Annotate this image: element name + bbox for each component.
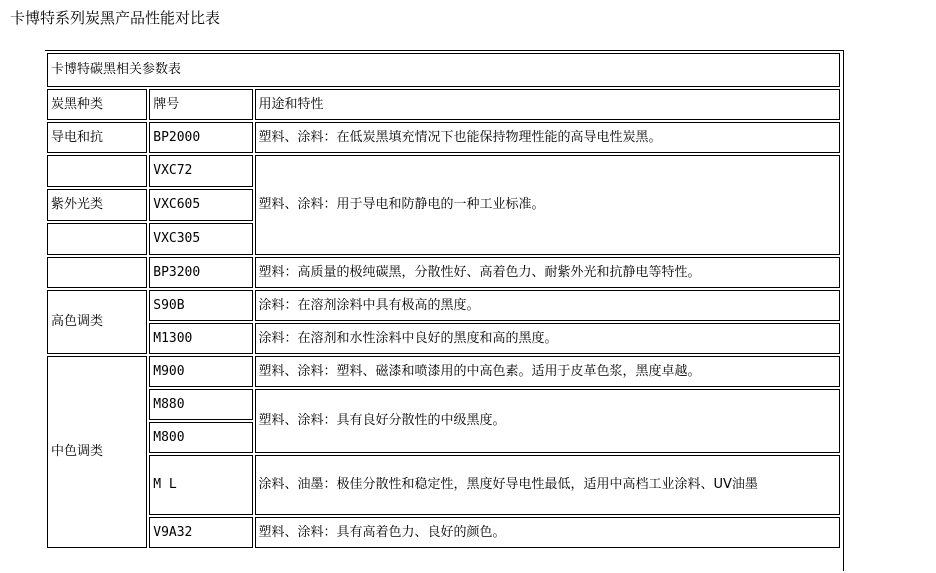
category-cell — [47, 257, 147, 288]
usage-cell: 涂料：在溶剂和水性涂料中良好的黑度和高的黑度。 — [255, 323, 841, 354]
grade-cell: BP2000 — [149, 122, 252, 153]
grade-cell: BP3200 — [149, 257, 252, 288]
category-cell — [47, 155, 147, 187]
category-cell: 紫外光类 — [47, 189, 147, 221]
header-category: 炭黑种类 — [47, 89, 147, 120]
table-row — [47, 389, 840, 420]
usage-cell: 塑料：高质量的极纯碳黑，分散性好、高着色力、耐紫外光和抗静电等特性。 — [255, 257, 841, 288]
grade-cell: VXC605 — [149, 189, 252, 221]
table-row — [47, 517, 840, 548]
category-cell — [47, 223, 147, 255]
category-cell: 导电和抗 — [47, 122, 147, 153]
usage-cell: 塑料、涂料：用于导电和防静电的一种工业标准。 — [255, 155, 841, 255]
category-cell: 中色调类 — [47, 356, 147, 548]
grade-cell: M800 — [149, 422, 252, 453]
table-row — [47, 257, 840, 288]
usage-cell: 涂料：在溶剂涂料中具有极高的黑度。 — [255, 290, 841, 321]
header-grade: 牌号 — [149, 89, 252, 120]
parameter-table — [45, 51, 842, 550]
usage-cell: 塑料、涂料：塑料、磁漆和喷漆用的中高色素。适用于皮革色浆，黑度卓越。 — [255, 356, 841, 387]
table-row — [47, 155, 840, 187]
grade-cell: VXC72 — [149, 155, 252, 187]
table-row — [47, 122, 840, 153]
usage-cell: 塑料、涂料：在低炭黑填充情况下也能保持物理性能的高导电性炭黑。 — [255, 122, 841, 153]
table-row — [47, 455, 840, 515]
grade-cell: S90B — [149, 290, 252, 321]
table-header-row — [47, 89, 840, 120]
grade-cell: V9A32 — [149, 517, 252, 548]
usage-cell: 塑料、涂料：具有高着色力、良好的颜色。 — [255, 517, 841, 548]
grade-cell: M880 — [149, 389, 252, 420]
table-caption-row — [47, 53, 840, 87]
category-cell: 高色调类 — [47, 290, 147, 354]
grade-cell: VXC305 — [149, 223, 252, 255]
table-caption: 卡博特碳黑相关参数表 — [47, 53, 840, 87]
page-title: 卡博特系列炭黑产品性能对比表 — [10, 9, 221, 27]
header-usage: 用途和特性 — [255, 89, 841, 120]
grade-cell: M L — [149, 455, 252, 515]
parameter-table-container — [45, 50, 844, 571]
grade-cell: M900 — [149, 356, 252, 387]
table-row — [47, 290, 840, 321]
table-row — [47, 356, 840, 387]
table-frame — [45, 50, 844, 571]
usage-cell: 涂料、油墨：极佳分散性和稳定性，黑度好导电性最低，适用中高档工业涂料、UV油墨 — [255, 455, 841, 515]
usage-cell: 塑料、涂料：具有良好分散性的中级黑度。 — [255, 389, 841, 453]
table-row — [47, 323, 840, 354]
grade-cell: M1300 — [149, 323, 252, 354]
